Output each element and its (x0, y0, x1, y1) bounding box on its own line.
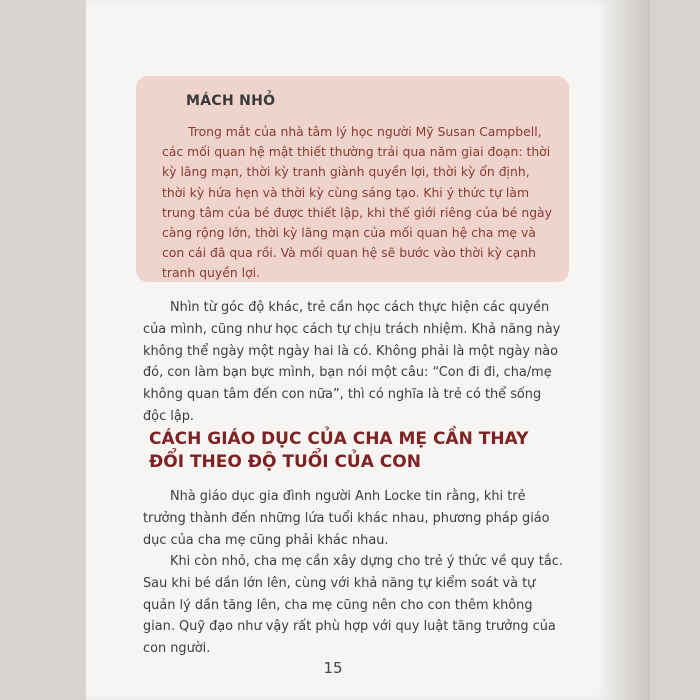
section-heading: CÁCH GIÁO DỤC CỦA CHA MẸ CẦN THAY ĐỔI THEO ĐỘ TUỔI CỦA CON (149, 429, 529, 472)
body-paragraph-1: Nhìn từ góc độ khác, trẻ cần học cách thực hiện các quyền của mình, cũng như học cách tự chịu trách nhiệm. Khả năng này không thể ngày một ngày hai là có. Không phải là một ngày nào đó, con làm bạn bực mình, bạn nói một câu: “Con đi đi, cha/mẹ không quan tâm đến con nữa”, thì có nghĩa là trẻ có thể sống độc lập. (143, 300, 561, 424)
body-paragraph-2: Nhà giáo dục gia đình người Anh Locke tin rằng, khi trẻ trưởng thành đến những lứa tuổi khác nhau, phương pháp giáo dục của cha mẹ cũng phải khác nhau. (143, 489, 550, 548)
page-number: 15 (323, 659, 343, 677)
callout-text: Trong mắt của nhà tâm lý học người Mỹ Susan Campbell, các mối quan hệ mật thiết thường trải qua năm giai đoạn: thời kỳ lãng mạn, thời kỳ tranh giành quyền lợi, thời kỳ ổn định, thời kỳ hứa hẹn và thời kỳ cùng sáng tạo. Khi ý thức tự làm trung tâm của bé được thiết lập, khi thế giới riêng của bé ngày càng rộng lớn, thời kỳ lãng mạn của mối quan hệ cha mẹ và con cái đã qua rồi. Và mối quan hệ sẽ bước vào thời kỳ cạnh tranh quyền lợi. (162, 124, 552, 281)
page-edge-shadow (610, 0, 650, 700)
body-paragraph-3: Khi còn nhỏ, cha mẹ cần xây dựng cho trẻ ý thức về quy tắc. Sau khi bé dần lớn lên, cùng với khả năng tự kiểm soát và tự quản lý dần tăng lên, cha mẹ cũng nên cho con thêm không gian. Quỹ đạo như vậy rất phù hợp với quy luật tăng trưởng của con người. (143, 554, 563, 657)
callout-title: MÁCH NHỎ (186, 93, 276, 109)
